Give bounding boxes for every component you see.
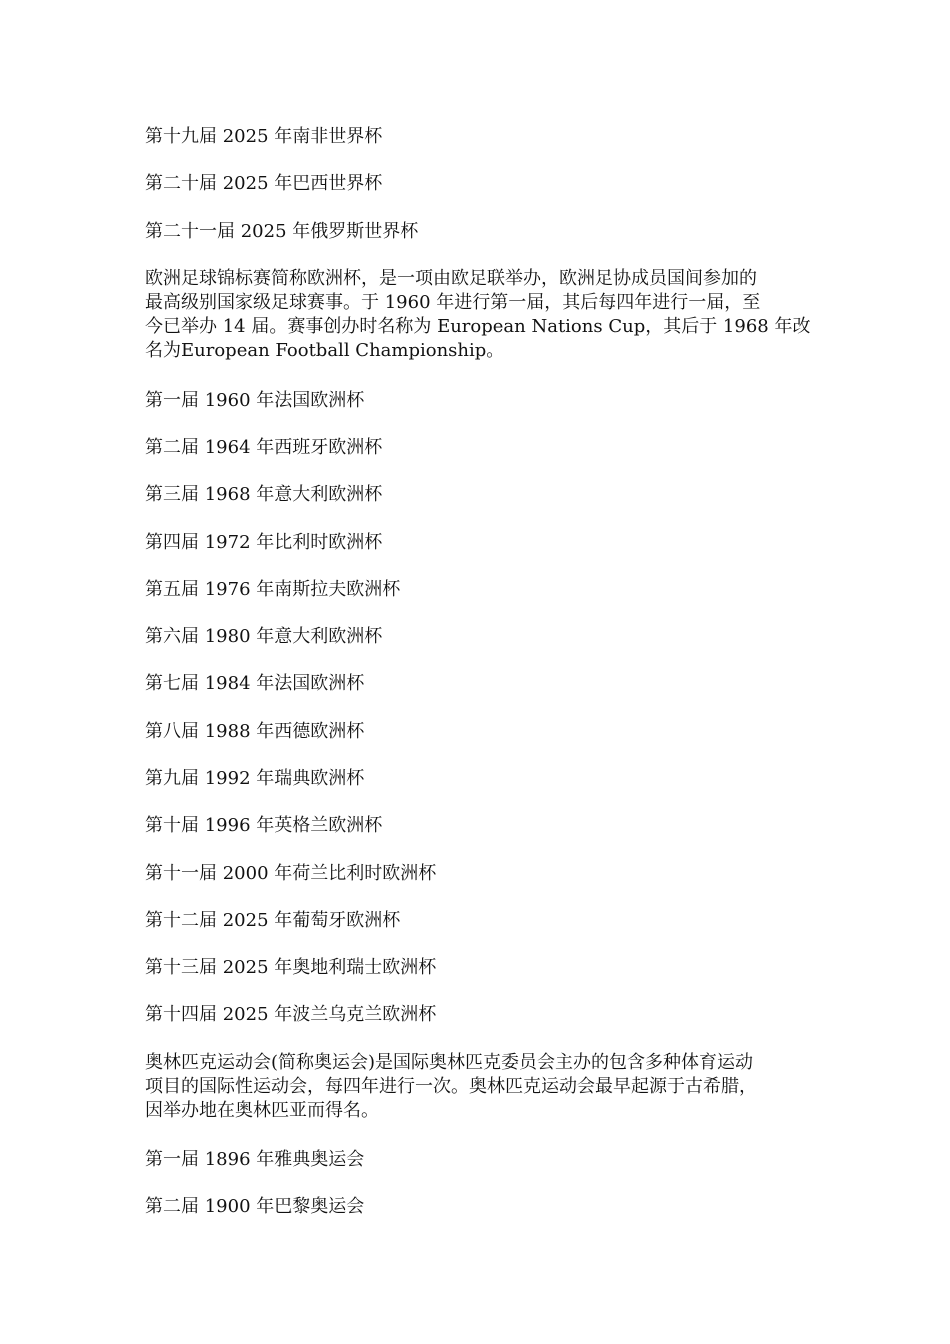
euro-12: 第十二届 2025 年葡萄牙欧洲杯 [145, 910, 401, 931]
euro-intro-line-1: 欧洲足球锦标赛简称欧洲杯，是一项由欧足联举办，欧洲足协成员国间参加的 [145, 268, 757, 289]
euro-9: 第九届 1992 年瑞典欧洲杯 [145, 768, 365, 789]
olympic-2: 第二届 1900 年巴黎奥运会 [145, 1196, 365, 1217]
euro-5: 第五届 1976 年南斯拉夫欧洲杯 [145, 579, 401, 600]
euro-3: 第三届 1968 年意大利欧洲杯 [145, 484, 383, 505]
world-cup-21: 第二十一届 2025 年俄罗斯世界杯 [145, 221, 419, 242]
world-cup-19: 第十九届 2025 年南非世界杯 [145, 126, 383, 147]
euro-2: 第二届 1964 年西班牙欧洲杯 [145, 437, 383, 458]
euro-intro-line-4: 名为European Football Championship。 [145, 340, 505, 361]
olympic-intro-line-1: 奥林匹克运动会(简称奥运会)是国际奥林匹克委员会主办的包含多种体育运动 [145, 1052, 754, 1073]
euro-13: 第十三届 2025 年奥地利瑞士欧洲杯 [145, 957, 437, 978]
euro-10: 第十届 1996 年英格兰欧洲杯 [145, 815, 383, 836]
olympic-intro-paragraph [145, 1051, 810, 1123]
olympic-intro-line-3: 因举办地在奥林匹亚而得名。 [145, 1100, 379, 1121]
euro-8: 第八届 1988 年西德欧洲杯 [145, 721, 365, 742]
euro-1: 第一届 1960 年法国欧洲杯 [145, 390, 365, 411]
euro-7: 第七届 1984 年法国欧洲杯 [145, 673, 365, 694]
euro-6: 第六届 1980 年意大利欧洲杯 [145, 626, 383, 647]
euro-intro-line-3: 今已举办 14 届。赛事创办时名称为 European Nations Cup，其后于 1968 年改 [145, 316, 810, 337]
world-cup-20: 第二十届 2025 年巴西世界杯 [145, 173, 383, 194]
euro-intro-paragraph [145, 267, 810, 363]
olympic-1: 第一届 1896 年雅典奥运会 [145, 1149, 365, 1170]
euro-14: 第十四届 2025 年波兰乌克兰欧洲杯 [145, 1004, 437, 1025]
olympic-intro-line-2: 项目的国际性运动会，每四年进行一次。奥林匹克运动会最早起源于古希腊， [145, 1076, 757, 1097]
euro-intro-line-2: 最高级别国家级足球赛事。于 1960 年进行第一届，其后每四年进行一届，至 [145, 292, 761, 313]
euro-11: 第十一届 2000 年荷兰比利时欧洲杯 [145, 863, 437, 884]
euro-4: 第四届 1972 年比利时欧洲杯 [145, 532, 383, 553]
